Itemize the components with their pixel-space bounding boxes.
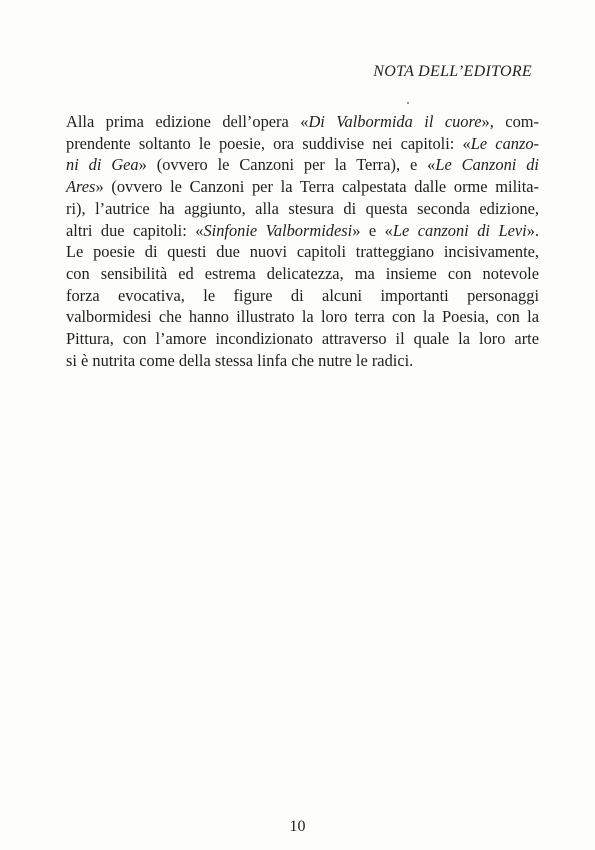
text-run: » (ovvero le Canzoni per la Terra), e « bbox=[138, 155, 436, 175]
text-run: » e « bbox=[352, 220, 393, 240]
text-run: altri due capitoli: « bbox=[66, 220, 204, 240]
text-run: ri), l’autrice ha aggiunto, alla stesura di questa seconda edizione, bbox=[66, 198, 539, 218]
italic-title: Di Valbormida il cuore bbox=[308, 112, 482, 131]
text-run: con sensibilità ed estrema delicatezza, ma insieme con notevole bbox=[66, 263, 539, 283]
text-line bbox=[66, 220, 539, 242]
text-run: Pittura, con l’amore incondizionato attraverso il quale la loro arte bbox=[66, 329, 539, 349]
italic-title: Sinfonie Valbormidesi bbox=[203, 220, 353, 240]
text-line bbox=[66, 328, 539, 350]
text-run: Alla prima edizione dell’opera « bbox=[66, 112, 309, 131]
italic-title: Ares bbox=[66, 177, 96, 197]
text-line bbox=[66, 154, 539, 176]
body-paragraph bbox=[66, 111, 539, 371]
text-line bbox=[66, 263, 539, 285]
section-title: NOTA DELL’EDITORE bbox=[373, 63, 532, 80]
text-run: si è nutrita come della stessa linfa che nutre le radici. bbox=[66, 350, 414, 370]
text-line bbox=[66, 350, 539, 372]
text-run: », com- bbox=[481, 112, 539, 131]
text-line bbox=[66, 285, 539, 307]
text-line bbox=[66, 241, 539, 263]
text-run: valbormidesi che hanno illustrato la loro terra con la Poesia, con la bbox=[66, 307, 539, 327]
text-line bbox=[66, 133, 539, 155]
text-line bbox=[66, 198, 539, 220]
text-line bbox=[66, 111, 539, 133]
page-number: 10 bbox=[289, 818, 306, 835]
text-line bbox=[66, 176, 539, 198]
italic-title: Le canzoni di Levi bbox=[392, 220, 527, 240]
text-run: prendente soltanto le poesie, ora suddivise nei capitoli: « bbox=[66, 133, 471, 153]
italic-title: Le Canzoni di bbox=[435, 155, 539, 175]
paper-speck bbox=[407, 102, 409, 104]
text-run: » (ovvero le Canzoni per la Terra calpestata dalle orme milita- bbox=[95, 177, 539, 197]
text-run: forza evocativa, le figure di alcuni importanti personaggi bbox=[66, 285, 539, 305]
text-run: ». bbox=[526, 220, 539, 240]
text-run: Le poesie di questi due nuovi capitoli tratteggiano incisivamente, bbox=[66, 242, 539, 262]
italic-title: Le canzo- bbox=[470, 133, 539, 153]
italic-title: ni di Gea bbox=[66, 155, 139, 175]
text-line bbox=[66, 306, 539, 328]
